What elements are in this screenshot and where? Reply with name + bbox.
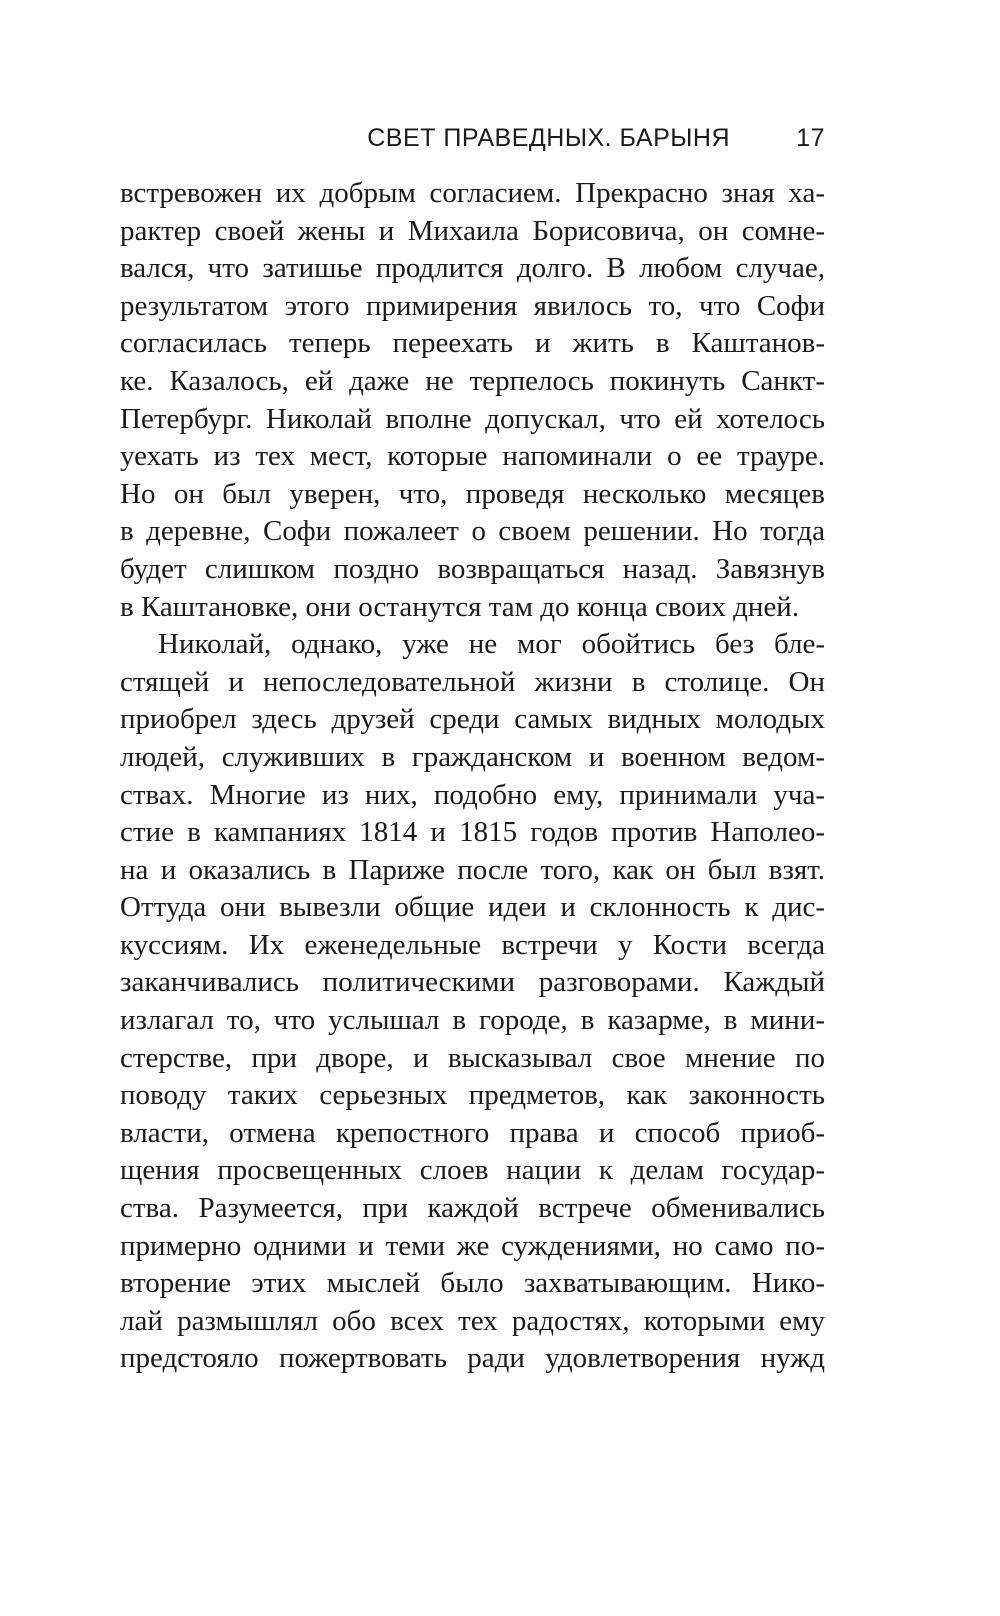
body-text <box>120 175 825 1378</box>
text-line: приобрел здесь друзей среди самых видных молодых <box>120 703 825 736</box>
text-line: стящей и непоследовательной жизни в столице. Он <box>120 665 825 698</box>
text-line: Но он был уверен, что, проведя несколько месяцев <box>120 477 825 510</box>
text-line: ствах. Многие из них, подобно ему, принимали уча- <box>120 778 825 811</box>
text-line: излагал то, что услышал в городе, в казарме, в мини- <box>120 1004 825 1037</box>
text-line: в Каштановке, они останутся там до конца своих дней. <box>120 590 800 623</box>
text-line: предстояло пожертвовать ради удовлетворения нужд <box>120 1342 825 1375</box>
text-line: в деревне, Софи пожалеет о своем решении. Но тогда <box>120 515 825 548</box>
text-line: стерстве, при дворе, и высказывал свое мнение по <box>120 1041 825 1074</box>
text-line: результатом этого примирения явилось то, что Софи <box>120 289 825 322</box>
text-line: ства. Разумеется, при каждой встрече обменивались <box>120 1192 825 1225</box>
text-line: стие в кампаниях 1814 и 1815 годов против Наполео- <box>120 816 825 849</box>
text-line: рактер своей жены и Михаила Борисовича, он сомне- <box>120 214 825 247</box>
text-line: уехать из тех мест, которые напоминали о ее трауре. <box>120 440 825 473</box>
text-line: поводу таких серьезных предметов, как законность <box>120 1079 825 1112</box>
text-line: щения просвещенных слоев нации к делам государ- <box>120 1154 825 1187</box>
page-number: 17 <box>796 124 825 152</box>
text-line: людей, служивших в гражданском и военном ведом- <box>120 740 825 773</box>
text-line: Петербург. Николай вполне допускал, что ей хотелось <box>120 402 825 435</box>
text-line: согласилась теперь переехать и жить в Каштанов- <box>120 327 825 360</box>
text-line: вался, что затишье продлится долго. В любом случае, <box>120 252 825 285</box>
text-line: Николай, однако, уже не мог обойтись без бле- <box>158 628 825 661</box>
text-line: Оттуда они вывезли общие идеи и склонность к дис- <box>120 891 825 924</box>
text-line: встревожен их добрым согласием. Прекрасно зная ха- <box>120 177 825 209</box>
running-header <box>120 118 825 158</box>
text-line: куссиям. Их еженедельные встречи у Кости всегда <box>120 928 825 961</box>
text-line: вторение этих мыслей было захватывающим. Нико- <box>120 1267 825 1300</box>
text-line: ке. Казалось, ей даже не терпелось покинуть Санкт- <box>120 364 825 397</box>
text-line: заканчивались политическими разговорами. Каждый <box>120 966 825 999</box>
running-title: СВЕТ ПРАВЕДНЫХ. БАРЫНЯ <box>367 124 730 152</box>
text-line: лай размышлял обо всех тех радостях, которыми ему <box>120 1304 825 1337</box>
text-line: примерно одними и теми же суждениями, но само по- <box>120 1229 825 1262</box>
text-line: на и оказались в Париже после того, как он был взят. <box>120 853 825 886</box>
text-line: власти, отмена крепостного права и способ приоб- <box>120 1116 825 1149</box>
text-line: будет слишком поздно возвращаться назад. Завязнув <box>120 552 825 585</box>
